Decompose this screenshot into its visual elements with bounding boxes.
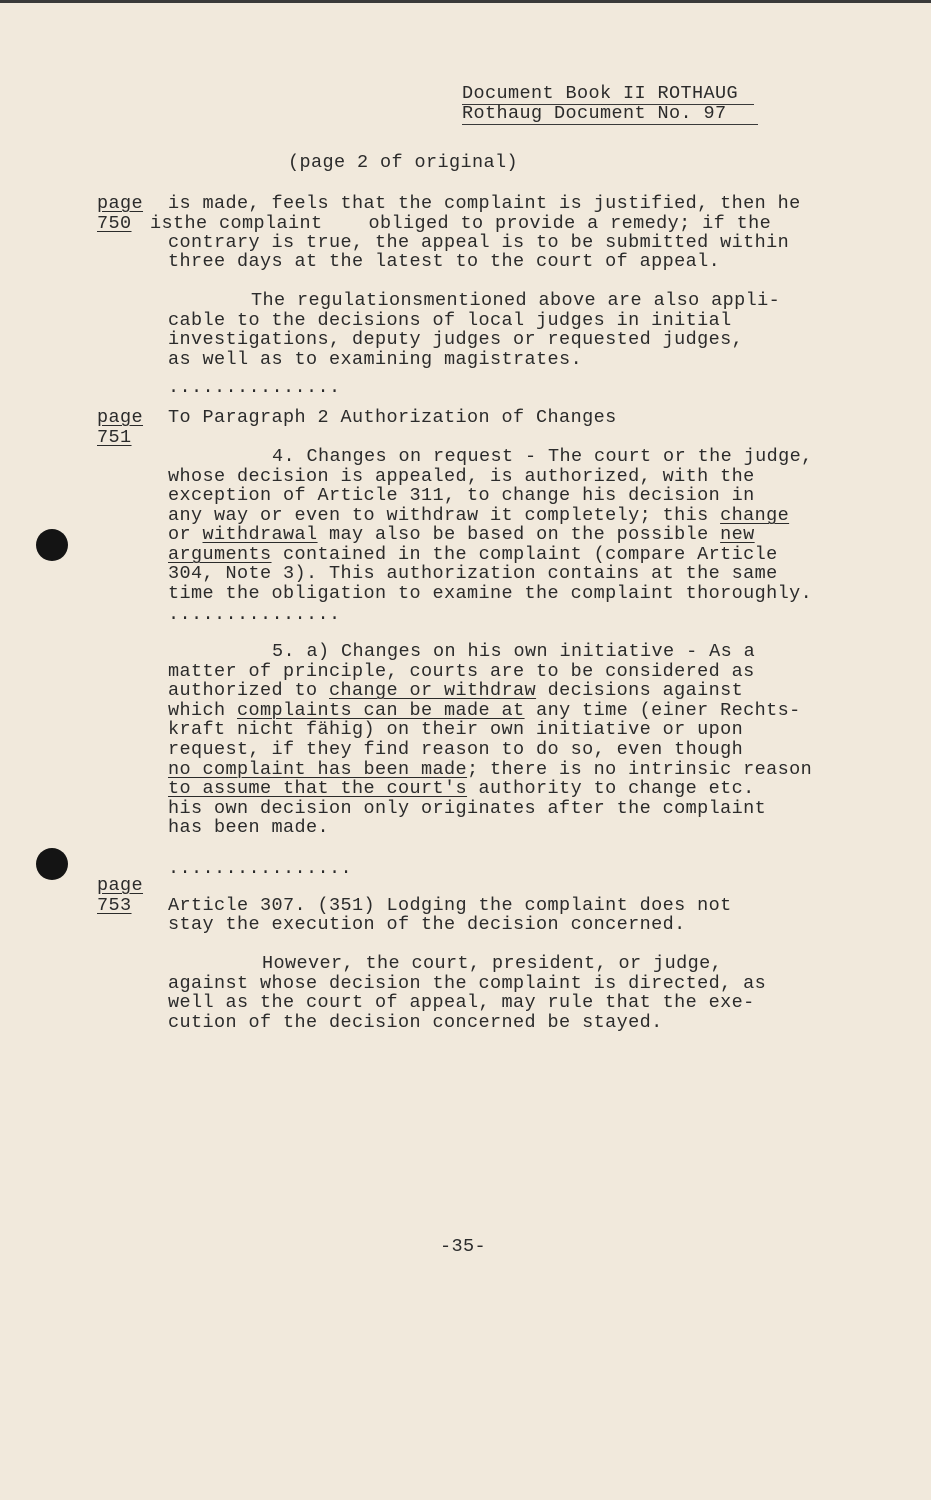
body-line — [168, 545, 778, 565]
body-line: three days at the latest to the court of appeal. — [168, 251, 721, 272]
underlined-text: no complaint has been made — [168, 759, 468, 780]
body-line: kraft nicht fähig) on their own initiative or upon — [168, 719, 744, 740]
body-line — [168, 506, 789, 526]
margin-page-number: 751 — [97, 427, 132, 448]
body-line: as well as to examining magistrates. — [168, 349, 583, 370]
body-text: may also be based on the possible — [317, 524, 721, 545]
body-text: or — [168, 524, 203, 545]
body-line: cution of the decision concerned be stayed. — [168, 1012, 663, 1033]
body-line: 5. a) Changes on his own initiative - As a — [272, 641, 756, 662]
body-line: matter of principle, courts are to be considered as — [168, 661, 755, 682]
body-line — [168, 779, 755, 799]
body-line: investigations, deputy judges or requested judges, — [168, 329, 744, 350]
body-text: which — [168, 700, 238, 721]
margin-page-label: page — [97, 193, 144, 214]
page-number: -35- — [440, 1236, 487, 1257]
section-heading: To Paragraph 2 Authorization of Changes — [168, 407, 617, 428]
body-line: time the obligation to examine the complaint thoroughly. — [168, 583, 813, 604]
body-text: ; there is no intrinsic reason — [467, 759, 813, 780]
body-text: any way or even to withdraw it completely; this — [168, 505, 721, 526]
body-line: his own decision only originates after the complaint — [168, 798, 767, 819]
body-text: decisions against — [536, 680, 744, 701]
body-line: cable to the decisions of local judges in initial — [168, 310, 732, 331]
margin-page-label: page — [97, 407, 144, 428]
body-line: Article 307. (351) Lodging the complaint does not — [168, 895, 732, 916]
body-line — [168, 701, 801, 721]
body-text: authorized to — [168, 680, 330, 701]
top-edge — [0, 0, 931, 3]
header-rule-2 — [462, 124, 758, 125]
margin-page-number: 750 — [97, 213, 132, 234]
ellipsis-separator: ............... — [168, 604, 341, 625]
body-line: contrary is true, the appeal is to be submitted within — [168, 232, 790, 253]
underlined-text: new — [720, 524, 755, 545]
body-line: The regulationsmentioned above are also appli- — [251, 290, 781, 311]
underlined-text: arguments — [168, 544, 272, 565]
punch-hole-icon — [36, 848, 68, 880]
body-line: well as the court of appeal, may rule that the exe- — [168, 992, 755, 1013]
punch-hole-icon — [36, 529, 68, 561]
body-line — [168, 760, 812, 780]
body-line: 4. Changes on request - The court or the judge, — [272, 446, 813, 467]
margin-page-label: page — [97, 875, 144, 896]
underlined-text: change — [720, 505, 790, 526]
original-page-reference: (page 2 of original) — [288, 152, 519, 173]
underlined-text: change or withdraw — [329, 680, 537, 701]
body-line: exception of Article 311, to change his decision in — [168, 485, 755, 506]
body-line: 304, Note 3). This authorization contains at the same — [168, 563, 778, 584]
body-text: authority to change etc. — [467, 778, 755, 799]
underlined-text: to assume that the court's — [168, 778, 468, 799]
underlined-text: withdrawal — [202, 524, 318, 545]
body-line: stay the execution of the decision concerned. — [168, 914, 686, 935]
body-line — [168, 681, 743, 701]
body-line: whose decision is appealed, is authorized, with the — [168, 466, 755, 487]
ellipsis-separator: ............... — [168, 377, 341, 398]
body-line: isthe complaint obliged to provide a remedy; if the — [150, 213, 772, 234]
body-line: is made, feels that the complaint is justified, then he — [168, 193, 801, 214]
body-text: contained in the complaint (compare Article — [271, 544, 778, 565]
body-line: has been made. — [168, 817, 330, 838]
body-line: However, the court, president, or judge, — [262, 953, 723, 974]
underlined-text: complaints can be made at — [237, 700, 525, 721]
body-line: against whose decision the complaint is directed, as — [168, 973, 767, 994]
document-book-title: Document Book II ROTHAUG — [462, 83, 739, 104]
margin-page-number: 753 — [97, 895, 132, 916]
document-number: Rothaug Document No. 97 — [462, 103, 727, 124]
body-line — [168, 525, 755, 545]
body-line: request, if they find reason to do so, even though — [168, 739, 744, 760]
body-text: any time (einer Rechts- — [524, 700, 801, 721]
ellipsis-separator: ................ — [168, 858, 353, 879]
